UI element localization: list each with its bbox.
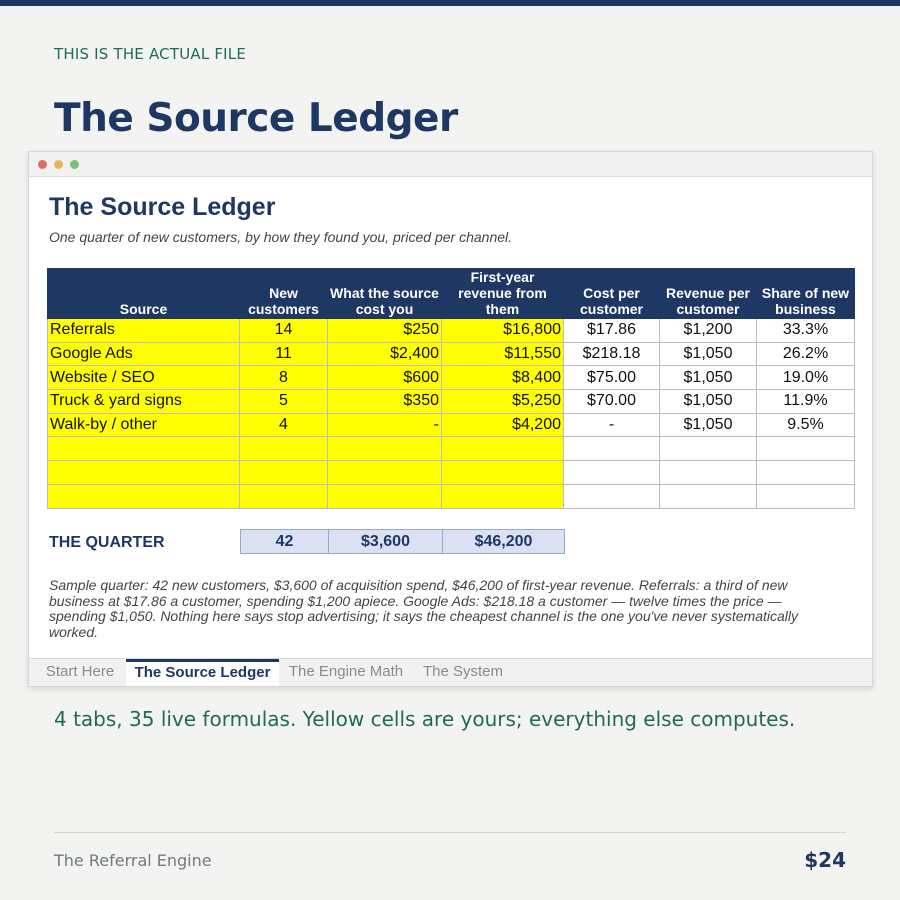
sample-quarter-note: Sample quarter: 42 new customers, $3,600 of acquisition spend, $46,200 of first-year revenue. Referrals: a third of new business at $17.86 a customer, spending $1,200 apiece. Google Ads: $218.18 a customer — twelve times the price — spending $1,050. Nothing here says stop advertising; it says the cheapest channel is the one you've never systematically worked. xyxy=(49,577,798,640)
col-header-share[interactable]: Share of new business xyxy=(757,269,855,319)
source-cost-cell[interactable]: $250 xyxy=(328,319,442,343)
revenue-cell[interactable]: $16,800 xyxy=(442,319,564,343)
window-titlebar xyxy=(29,152,872,177)
maximize-window-dot-icon[interactable] xyxy=(70,160,79,169)
new-customers-cell[interactable]: 5 xyxy=(240,390,328,414)
source-cell[interactable] xyxy=(48,461,240,485)
source-ledger-table xyxy=(47,268,855,509)
table-row xyxy=(48,461,855,485)
revenue-cell[interactable]: $4,200 xyxy=(442,413,564,437)
col-header-cost-per-customer[interactable]: Cost per customer xyxy=(564,269,660,319)
cost-per-customer-cell[interactable]: $218.18 xyxy=(564,342,660,366)
table-row xyxy=(48,366,855,390)
new-customers-cell[interactable] xyxy=(240,484,328,508)
share-cell[interactable] xyxy=(757,484,855,508)
table-row xyxy=(48,390,855,414)
revenue-per-customer-cell[interactable]: $1,050 xyxy=(660,413,757,437)
table-row xyxy=(48,342,855,366)
source-cost-cell[interactable]: $350 xyxy=(328,390,442,414)
cost-per-customer-cell[interactable] xyxy=(564,437,660,461)
share-cell[interactable] xyxy=(757,437,855,461)
col-header-source[interactable]: Source xyxy=(48,269,240,319)
revenue-cell[interactable] xyxy=(442,461,564,485)
revenue-cell[interactable]: $11,550 xyxy=(442,342,564,366)
source-cell[interactable]: Walk-by / other xyxy=(48,413,240,437)
tagline: 4 tabs, 35 live formulas. Yellow cells are yours; everything else computes. xyxy=(54,707,796,731)
new-customers-cell[interactable]: 14 xyxy=(240,319,328,343)
share-cell[interactable]: 26.2% xyxy=(757,342,855,366)
revenue-cell[interactable] xyxy=(442,437,564,461)
spreadsheet-window xyxy=(28,151,873,687)
source-cell[interactable]: Referrals xyxy=(48,319,240,343)
col-header-revenue-per-customer[interactable]: Revenue per customer xyxy=(660,269,757,319)
page-title: The Source Ledger xyxy=(54,96,458,141)
sheet-title: The Source Ledger xyxy=(49,193,276,221)
col-header-source-cost[interactable]: What the source cost you xyxy=(328,269,442,319)
revenue-per-customer-cell[interactable]: $1,050 xyxy=(660,390,757,414)
cost-per-customer-cell[interactable]: $70.00 xyxy=(564,390,660,414)
share-cell[interactable] xyxy=(757,461,855,485)
source-cost-cell[interactable] xyxy=(328,461,442,485)
eyebrow-label: THIS IS THE ACTUAL FILE xyxy=(54,45,247,63)
tab-engine-math[interactable]: The Engine Math xyxy=(288,663,404,680)
source-cell[interactable] xyxy=(48,484,240,508)
source-cell[interactable]: Website / SEO xyxy=(48,366,240,390)
col-header-first-year-revenue[interactable]: First-year revenue from them xyxy=(442,269,564,319)
price-label: $24 xyxy=(804,848,846,872)
cost-per-customer-cell[interactable] xyxy=(564,484,660,508)
table-row xyxy=(48,319,855,343)
source-cost-cell[interactable]: $600 xyxy=(328,366,442,390)
new-customers-cell[interactable]: 8 xyxy=(240,366,328,390)
table-row xyxy=(48,413,855,437)
new-customers-cell[interactable] xyxy=(240,437,328,461)
revenue-per-customer-cell[interactable]: $1,050 xyxy=(660,342,757,366)
revenue-per-customer-cell[interactable] xyxy=(660,461,757,485)
share-cell[interactable]: 9.5% xyxy=(757,413,855,437)
table-row xyxy=(48,484,855,508)
cost-per-customer-cell[interactable]: $17.86 xyxy=(564,319,660,343)
tab-the-system[interactable]: The System xyxy=(422,663,504,680)
close-window-dot-icon[interactable] xyxy=(38,160,47,169)
source-cell[interactable]: Google Ads xyxy=(48,342,240,366)
revenue-per-customer-cell[interactable]: $1,200 xyxy=(660,319,757,343)
cost-per-customer-cell[interactable]: $75.00 xyxy=(564,366,660,390)
quarter-total-label: THE QUARTER xyxy=(49,534,165,551)
share-cell[interactable]: 19.0% xyxy=(757,366,855,390)
quarter-total-customers[interactable]: 42 xyxy=(240,529,329,554)
source-cost-cell[interactable] xyxy=(328,484,442,508)
revenue-cell[interactable] xyxy=(442,484,564,508)
col-header-new-customers[interactable]: New customers xyxy=(240,269,328,319)
footer-divider xyxy=(54,832,846,833)
revenue-cell[interactable]: $8,400 xyxy=(442,366,564,390)
sheet-subtitle: One quarter of new customers, by how they found you, priced per channel. xyxy=(49,229,513,245)
new-customers-cell[interactable]: 4 xyxy=(240,413,328,437)
cost-per-customer-cell[interactable] xyxy=(564,461,660,485)
top-accent-bar xyxy=(0,0,900,6)
source-cost-cell[interactable]: $2,400 xyxy=(328,342,442,366)
quarter-total-revenue[interactable]: $46,200 xyxy=(442,529,565,554)
share-cell[interactable]: 11.9% xyxy=(757,390,855,414)
table-row xyxy=(48,437,855,461)
revenue-per-customer-cell[interactable]: $1,050 xyxy=(660,366,757,390)
cost-per-customer-cell[interactable]: - xyxy=(564,413,660,437)
new-customers-cell[interactable] xyxy=(240,461,328,485)
revenue-cell[interactable]: $5,250 xyxy=(442,390,564,414)
revenue-per-customer-cell[interactable] xyxy=(660,484,757,508)
sheet-tab-bar xyxy=(29,658,872,686)
minimize-window-dot-icon[interactable] xyxy=(54,160,63,169)
header-row xyxy=(48,269,855,319)
revenue-per-customer-cell[interactable] xyxy=(660,437,757,461)
source-cell[interactable]: Truck & yard signs xyxy=(48,390,240,414)
product-name: The Referral Engine xyxy=(54,851,212,870)
source-cost-cell[interactable] xyxy=(328,437,442,461)
source-cell[interactable] xyxy=(48,437,240,461)
share-cell[interactable]: 33.3% xyxy=(757,319,855,343)
quarter-total-cost[interactable]: $3,600 xyxy=(328,529,443,554)
new-customers-cell[interactable]: 11 xyxy=(240,342,328,366)
source-cost-cell[interactable]: - xyxy=(328,413,442,437)
tab-start-here[interactable]: Start Here xyxy=(45,663,115,680)
ledger-body xyxy=(48,319,855,509)
tab-source-ledger[interactable]: The Source Ledger xyxy=(126,659,279,686)
